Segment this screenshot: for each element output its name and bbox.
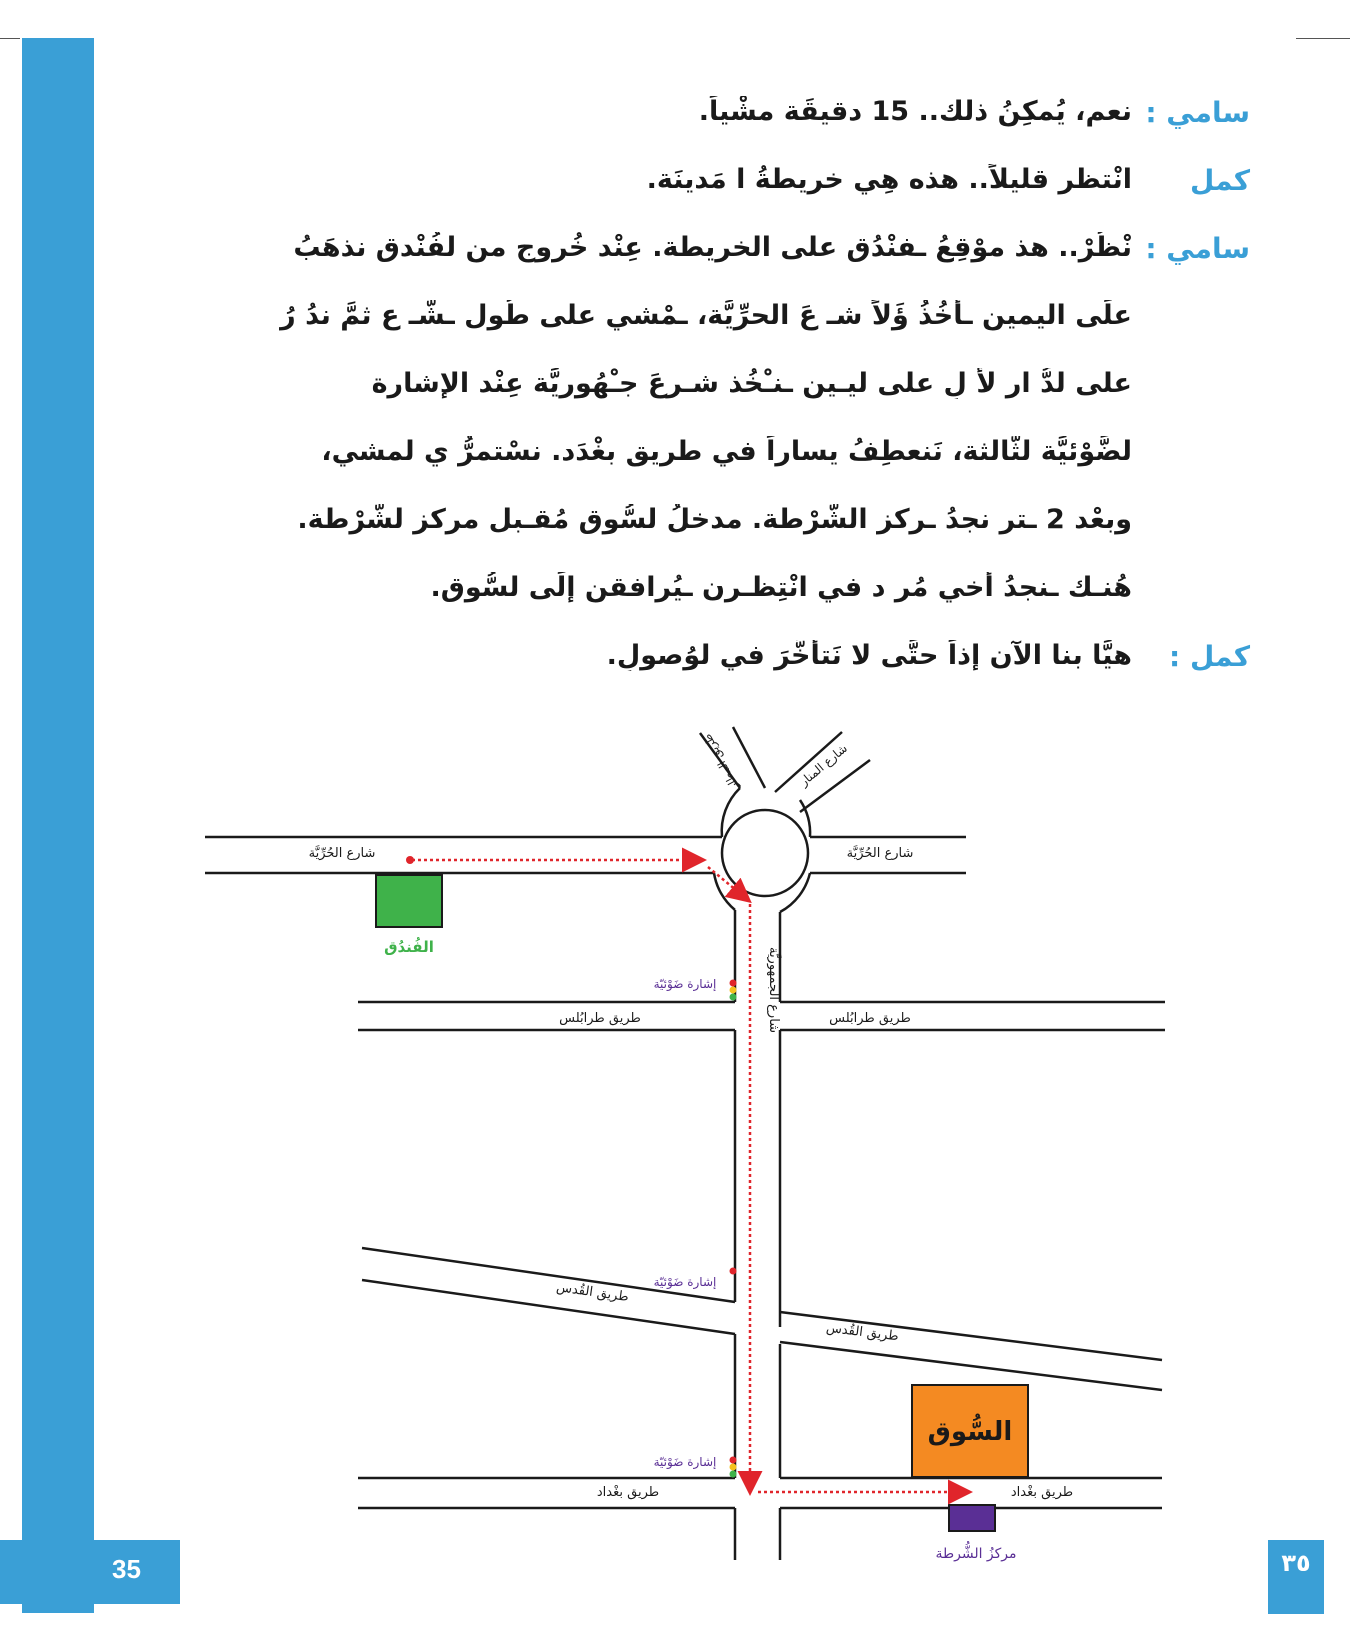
street-hurriya-left-label: شارع الحُرِّيَّة (308, 846, 376, 861)
route-path (412, 860, 968, 1492)
road-quds-left-label: طريق القُدس (555, 1280, 630, 1306)
street-manar-label: شارع المنار (796, 741, 850, 789)
traffic-light-3-label: إشارة ضَوْئيّة (653, 1455, 717, 1469)
route-start-dot (406, 856, 414, 864)
line-text: على لدُّ ار لأ لِ على ليـين ـنـْخُذ شـرعَ جـْهُوريَّة عِنْد الإشارة (371, 368, 1132, 399)
line-text: انْتظر قليلاً.. هذه هِي خريطةُ ا مَدينَة. (646, 164, 1132, 195)
line-text: نعم، يُمكِنُ ذلك.. 15 دقيقَة مشْياً. (698, 96, 1132, 127)
line-text: نْظُرْ.. هذ موْقِعُ ـفنْدُقِ على الخريطة. عِنْد خُروج من لفُنْدق نذهَبُ (293, 232, 1132, 263)
hotel-label: الفُندُق (384, 938, 434, 956)
police-label: مركزُ الشُّرطة (935, 1546, 1017, 1562)
line-text: هُنـك ـنجدُ أخي مُر د في انْتِظـرن ـيُرافقن إِلَى لسُّوق. (430, 572, 1132, 603)
street-hurriya-right-label: شارع الحُرِّيَّة (846, 846, 914, 861)
speaker: سامي : (1145, 232, 1250, 265)
line-text: لضَّوْئيَّة لثَّالثة، نَنعطِفُ يساراً في طريق بغْدَد. نسْتمرُّ ي لمشي، (321, 436, 1132, 467)
road-tripoli-left-label: طريق طرابُلس (559, 1011, 641, 1026)
police-building (949, 1505, 995, 1531)
traffic-light-3-icon (730, 1457, 737, 1478)
road-baghdad-right-label: طريق بغْداد (1010, 1485, 1074, 1500)
traffic-light-2-icon (730, 1268, 737, 1275)
line-text: وبعْد 2 ـترٍ نجدُ ـركز الشُّرْطة. مدخلُ لسُّوق مُقـبل مركزِ لشُّرْطة. (297, 504, 1132, 535)
speaker: كمل : (1169, 640, 1250, 673)
page-number-right: ٣٥ (1268, 1540, 1324, 1614)
speaker: كمل (1189, 164, 1250, 197)
page-number-left: 35 (112, 1554, 141, 1584)
hotel-building (376, 875, 442, 927)
speaker: سامي : (1145, 96, 1250, 129)
traffic-light-1-label: إشارة ضَوْئيّة (653, 977, 717, 991)
road-tripoli-right-label: طريق طرابُلس (829, 1011, 911, 1026)
street-matar-label: طريق المطار (700, 731, 741, 792)
road-quds-right-label: طريق القُدس (825, 1320, 900, 1345)
road-baghdad-left-label: طريق بغْداد (596, 1485, 660, 1500)
line-text: علَى اليمين ـأْخُذُ ؤَلاً شـ عَ الحرِّيَّة، ـمْشي على طُول ـشَّـ ع ثمَّ ندُ رُ (280, 300, 1132, 331)
market-label: السُّوق (927, 1417, 1013, 1447)
line-text: هيَّا بنا الآن إذاً حتَّى لا نَتأخَّرَ في لوُصولِ. (606, 640, 1132, 671)
traffic-light-1-icon (730, 980, 737, 1001)
traffic-light-2-label: إشارة ضَوْئيّة (653, 1275, 717, 1289)
street-jumhuriya-label: شارع الجمهوريَّة (766, 946, 781, 1034)
